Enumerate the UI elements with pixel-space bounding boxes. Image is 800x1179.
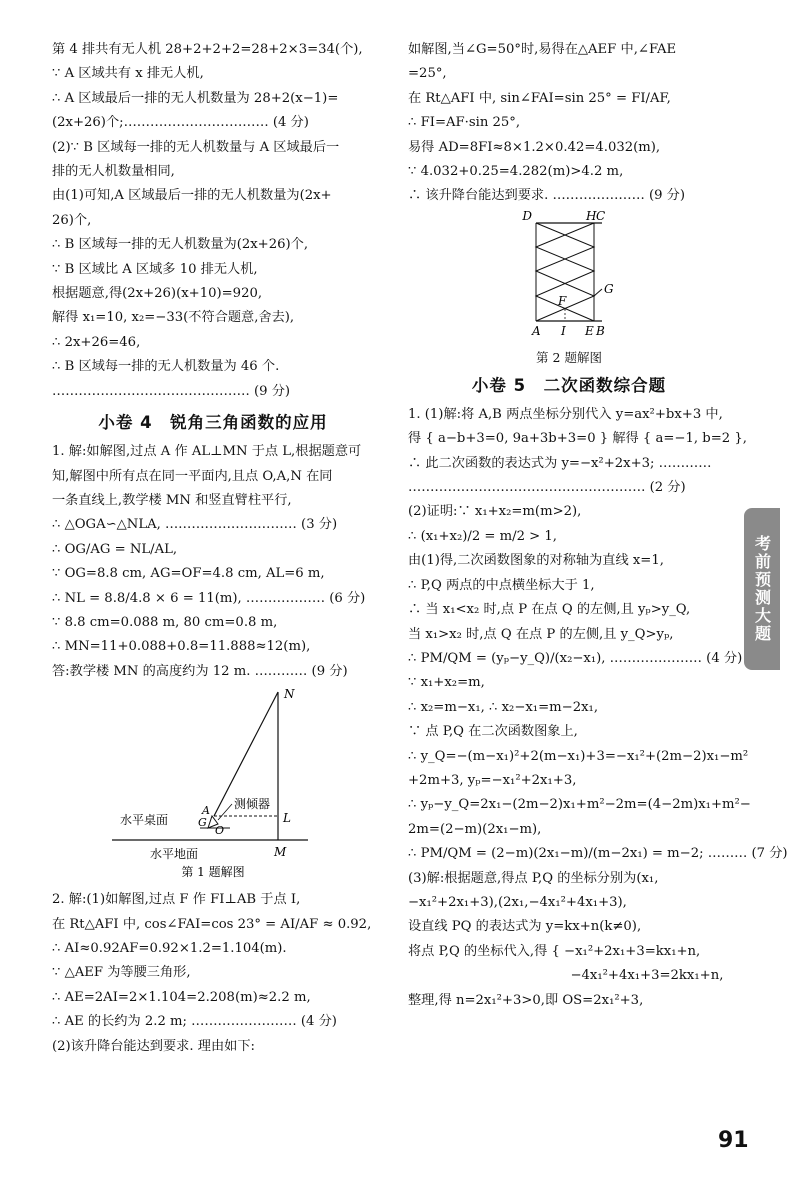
text-line: 2. 解:(1)如解图,过点 F 作 FI⊥AB 于点 I, (52, 892, 301, 908)
text-line: 排的无人机数量相同, (52, 164, 175, 180)
label-H: H (586, 208, 597, 223)
text-line: ∵ B 区域比 A 区域多 10 排无人机, (52, 261, 258, 277)
text-line: ∵ 8.8 cm=0.088 m, 80 cm=0.8 m, (52, 614, 278, 630)
label-G: G (604, 281, 614, 296)
left-block-c (52, 888, 374, 1059)
text-line: ∴ PM/QM = (yₚ−y_Q)/(x₂−x₁), ………………… (4 分) (408, 650, 743, 666)
label-device: 测倾器 (234, 797, 271, 812)
section-title-4: 小卷 4 锐角三角函数的应用 (98, 413, 328, 433)
text-line: +2m+3, yₚ=−x₁²+2x₁+3, (408, 772, 577, 788)
text-line: ∴ 该升降台能达到要求. ………………… (9 分) (408, 188, 686, 204)
text-line: 解得 x₁=10, x₂=−33(不符合题意,舍去), (52, 310, 295, 326)
text-line: ∴ △OGA∽△NLA, ………………………… (3 分) (52, 517, 338, 533)
text-line: ∴ B 区域每一排的无人机数量为(2x+26)个, (52, 237, 309, 253)
left-block-a (52, 38, 374, 404)
text-line: =25°, (408, 66, 447, 82)
label-C: C (596, 208, 606, 223)
text-line: (2x+26)个;…………………………… (4 分) (52, 115, 309, 131)
text-line: 根据题意,得(2x+26)(x+10)=920, (52, 286, 263, 302)
text-line: 知,解图中所有点在同一平面内,且点 O,A,N 在同 (52, 468, 333, 484)
text-line: 答:教学楼 MN 的高度约为 12 m. ………… (9 分) (52, 663, 348, 679)
text-line: 设直线 PQ 的表达式为 y=kx+n(k≠0), (408, 919, 642, 935)
text-line: (2)∵ B 区域每一排的无人机数量与 A 区域最后一 (52, 139, 340, 155)
text-line: 一条直线上,教学楼 MN 和竖直臂柱平行, (52, 492, 292, 508)
label-G: G (198, 816, 207, 830)
text-line: ∴ A 区域最后一排的无人机数量为 28+2(x−1)= (52, 90, 339, 106)
label-D: D (522, 208, 532, 223)
text-line: 1. (1)解:将 A,B 两点坐标分别代入 y=ax²+bx+3 中, (408, 406, 723, 422)
text-line: ∴ 此二次函数的表达式为 y=−x²+2x+3; ………… (408, 455, 712, 471)
label-desk: 水平桌面 (120, 813, 169, 828)
text-line: ∴ OG/AG = NL/AL, (52, 541, 178, 557)
text-line: (2)该升降台能达到要求. 理由如下: (52, 1038, 255, 1054)
label-E: E (585, 323, 594, 338)
text-line: ∴ 2x+26=46, (52, 334, 141, 350)
label-ground: 水平地面 (150, 847, 199, 862)
text-line: ∴ y_Q=−(m−x₁)²+2(m−x₁)+3=−x₁²+(2m−2)x₁−m² (408, 748, 749, 764)
figure-2-diagram (408, 209, 730, 345)
text-line: 1. 解:如解图,过点 A 作 AL⊥MN 于点 L,根据题意可 (52, 444, 362, 460)
text-line: 易得 AD=8FI≈8×1.2×0.42=4.032(m), (408, 139, 661, 155)
text-line: 在 Rt△AFI 中, cos∠FAI=cos 23° = AI/AF ≈ 0.92, (52, 916, 372, 932)
text-line: ∵ x₁+x₂=m, (408, 675, 485, 691)
text-line: ∴ 当 x₁<x₂ 时,点 P 在点 Q 的左侧,且 yₚ>y_Q, (408, 602, 691, 618)
text-line: 得 { a−b+3=0, 9a+3b+3=0 } 解得 { a=−1, b=2 }, (408, 431, 747, 447)
text-line: 2m=(2−m)(2x₁−m), (408, 821, 542, 837)
text-line: ∴ P,Q 两点的中点横坐标大于 1, (408, 577, 595, 593)
page-number: 91 (718, 1128, 749, 1153)
right-block-a (408, 38, 730, 209)
text-line: ∴ MN=11+0.088+0.8=11.888≈12(m), (52, 639, 311, 655)
left-column (52, 38, 374, 1059)
text-line: 当 x₁>x₂ 时,点 Q 在点 P 的左侧,且 y_Q>yₚ, (408, 626, 674, 642)
text-line: ∴ x₂=m−x₁, ∴ x₂−x₁=m−2x₁, (408, 699, 599, 715)
text-line: 整理,得 n=2x₁²+3>0,即 OS=2x₁²+3, (408, 992, 644, 1008)
text-line: −4x₁²+4x₁+3=2kx₁+n, (408, 968, 724, 984)
text-line: ∵ △AEF 为等腰三角形, (52, 965, 191, 981)
side-tab: 考前预测大题 (744, 508, 780, 670)
text-line: 第 4 排共有无人机 28+2+2+2=28+2×3=34(个), (52, 42, 363, 57)
label-M: M (274, 845, 287, 860)
figure-2-caption: 第 2 题解图 (536, 349, 602, 365)
text-line: 在 Rt△AFI 中, sin∠FAI=sin 25° = FI/AF, (408, 90, 671, 106)
text-line: 如解图,当∠G=50°时,易得在△AEF 中,∠FAE (408, 42, 677, 57)
text-line: ∴ AE=2AI=2×1.104=2.208(m)≈2.2 m, (52, 989, 311, 1005)
text-line: ∴ B 区域每一排的无人机数量为 46 个. (52, 359, 280, 375)
text-line: (3)解:根据题意,得点 P,Q 的坐标分别为(x₁, (408, 870, 659, 886)
text-line: −x₁²+2x₁+3),(2x₁,−4x₁²+4x₁+3), (408, 894, 627, 910)
text-line: ……………………………………… (9 分) (52, 383, 291, 399)
label-O: O (215, 824, 225, 838)
text-line: 26)个, (52, 212, 92, 228)
text-line: ∴ FI=AF·sin 25°, (408, 115, 521, 131)
label-F: F (558, 293, 567, 308)
section-title-5: 小卷 5 二次函数综合题 (471, 375, 667, 395)
text-line: ∴ PM/QM = (2−m)(2x₁−m)/(m−2x₁) = m−2; ……… (7 分) (408, 846, 788, 862)
text-line: ∴ NL = 8.8/4.8 × 6 = 11(m), ……………… (6 分) (52, 590, 366, 606)
text-line: ∵ 点 P,Q 在二次函数图象上, (408, 724, 578, 740)
text-line: ……………………………………………… (2 分) (408, 480, 686, 496)
text-line: ∵ 4.032+0.25=4.282(m)>4.2 m, (408, 164, 624, 180)
figure-1-caption: 第 1 题解图 (181, 865, 245, 880)
label-L: L (283, 811, 291, 826)
figure-1 (52, 684, 374, 888)
text-line: 由(1)得,二次函数图象的对称轴为直线 x=1, (408, 553, 664, 569)
figure-2 (408, 209, 730, 367)
label-A: A (202, 804, 210, 818)
text-line: ∴ (x₁+x₂)/2 = m/2 > 1, (408, 528, 557, 544)
text-line: ∴ yₚ−y_Q=2x₁−(2m−2)x₁+m²−2m=(4−2m)x₁+m²− (408, 797, 751, 813)
text-line: (2)证明:∵ x₁+x₂=m(m>2), (408, 504, 582, 520)
text-line: ∵ OG=8.8 cm, AG=OF=4.8 cm, AL=6 m, (52, 566, 325, 582)
figure-1-diagram (52, 684, 374, 884)
text-line: ∴ AI≈0.92AF=0.92×1.2=1.104(m). (52, 940, 287, 956)
text-line: ∴ AE 的长约为 2.2 m; …………………… (4 分) (52, 1014, 337, 1030)
text-line: 将点 P,Q 的坐标代入,得 { −x₁²+2x₁+3=kx₁+n, (408, 943, 701, 959)
label-A: A (532, 323, 541, 338)
label-I: I (561, 323, 566, 338)
label-B: B (596, 323, 605, 338)
text-line: 由(1)可知,A 区域最后一排的无人机数量为(2x+ (52, 188, 332, 204)
text-line: ∵ A 区域共有 x 排无人机, (52, 66, 204, 82)
left-block-b (52, 440, 374, 684)
label-N: N (284, 687, 295, 702)
